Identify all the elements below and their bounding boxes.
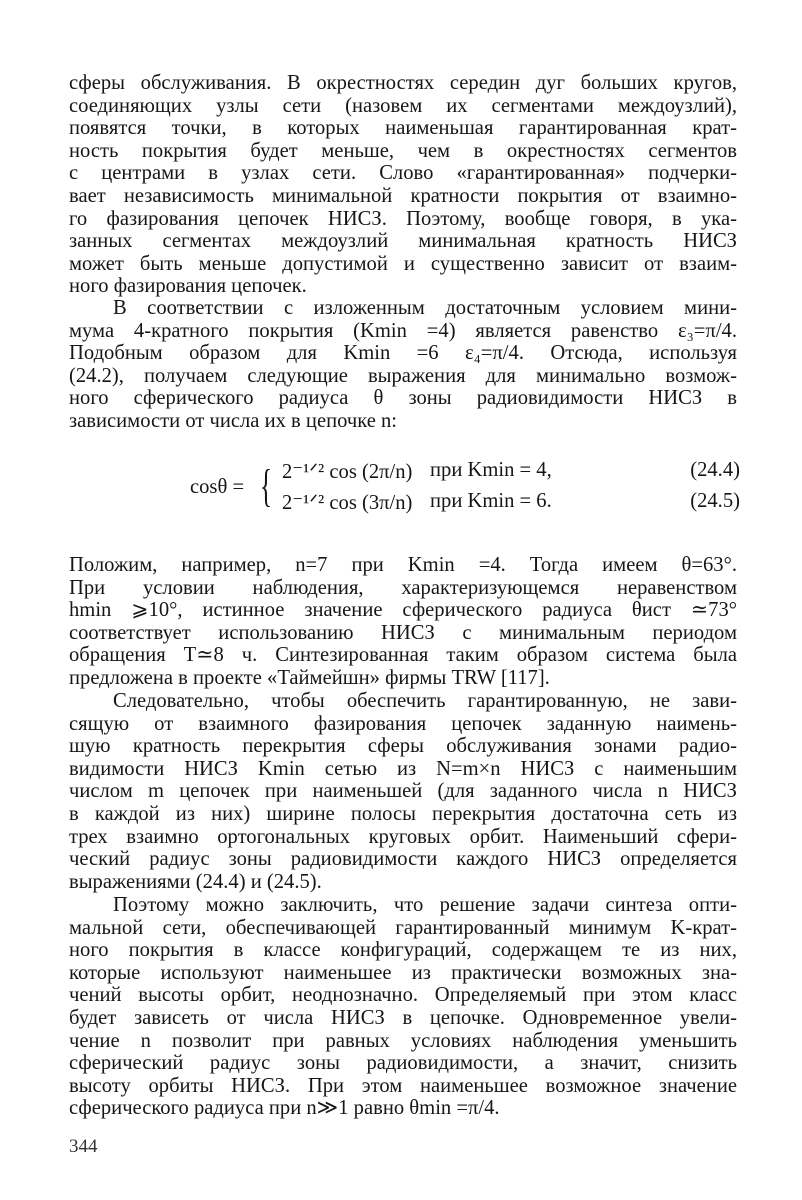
text-line: ного фазирования цепочек. — [69, 275, 307, 298]
text-line: чение n позволит при равных условиях наблюдения уменьшить — [69, 1029, 737, 1052]
text-line: соответствует использованию НИСЗ с минимальным периодом — [69, 621, 737, 644]
formula-lhs: cosθ = — [190, 476, 245, 498]
text-line: Следовательно, чтобы обеспечить гарантированную, не зави- — [113, 690, 737, 712]
text-line: Положим, например, n=7 при Kmin =4. Тогда имеем θ=63°. — [69, 554, 737, 576]
text-line: видимости НИСЗ Kmin сетью из N=m×n НИСЗ с наименьшим — [69, 757, 737, 780]
text-line: в каждой из них) ширине полосы перекрытия достаточна сеть из — [69, 802, 737, 825]
text-line: сферического радиуса при n≫1 равно θmin =π/4. — [69, 1097, 500, 1120]
formula-condition: при Kmin = 6. — [430, 490, 552, 512]
text-line: (24.2), получаем следующие выражения для минимально возмож- — [69, 364, 737, 387]
text-line: занных сегментах междоузлий минимальная кратность НИСЗ — [69, 230, 737, 253]
text-line: го фазирования цепочек НИСЗ. Поэтому, вообще говоря, в ука- — [69, 207, 737, 230]
text-line: шую кратность перекрытия сферы обслуживания зонами радио- — [69, 735, 737, 758]
text-line: ность покрытия будет меньше, чем в окрестностях сегментов — [69, 139, 737, 162]
equation-number: (24.5) — [690, 490, 740, 512]
text-line: мума 4-кратного покрытия (Kmin =4) является равенство ε₃=π/4. — [69, 319, 737, 342]
text-line: Поэтому можно заключить, что решение задачи синтеза опти- — [113, 894, 737, 916]
text-line: сферы обслуживания. В окрестностях середин дуг больших кругов, — [69, 72, 737, 94]
equation-number: (24.4) — [690, 459, 740, 481]
text-line: Подобным образом для Kmin =6 ε₄=π/4. Отсюда, используя — [69, 342, 737, 365]
formula-block — [186, 450, 746, 526]
text-line: высоту орбиты НИСЗ. При этом наименьшее возможное значение — [69, 1074, 737, 1097]
text-line: ного покрытия в классе конфигураций, содержащем те из них, — [69, 939, 737, 962]
formula-expression: 2⁻¹ᐟ² cos (3π/n) — [282, 492, 413, 514]
text-line: hmin ⩾10°, истинное значение сферического радиуса θист ≃73° — [69, 599, 737, 622]
text-line: которые используют наименьшее из практически возможных зна- — [69, 961, 737, 984]
text-line: с центрами в узлах сети. Слово «гарантированная» подчерки- — [69, 162, 737, 185]
text-line: сящую от взаимного фазирования цепочек заданную наимень- — [69, 712, 737, 735]
text-line: числом m цепочек при наименьшей (для заданного числа n НИСЗ — [69, 780, 737, 803]
text-line: выражениями (24.4) и (24.5). — [69, 870, 322, 893]
paragraph — [69, 894, 737, 1120]
paragraph — [69, 690, 737, 893]
text-line: появятся точки, в которых наименьшая гарантированная крат- — [69, 117, 737, 140]
text-line: вает независимость минимальной кратности покрытия от взаимно- — [69, 184, 737, 207]
text-line: В соответствии с изложенным достаточным условием мини- — [113, 297, 737, 319]
formula-condition: при Kmin = 4, — [430, 459, 552, 481]
text-line: мальной сети, обеспечивающей гарантированный минимум K-крат- — [69, 916, 737, 939]
paragraph — [69, 72, 737, 298]
formula-expression: 2⁻¹ᐟ² cos (2π/n) — [282, 461, 413, 483]
text-line: трех взаимно ортогональных круговых орбит. Наименьший сфери- — [69, 825, 737, 848]
paragraph — [69, 297, 737, 433]
text-line: предложена в проекте «Таймейшн» фирмы TRW [117]. — [69, 666, 550, 689]
text-line: будет зависеть от числа НИСЗ в цепочке. Одновременное увели- — [69, 1006, 737, 1029]
text-line: соединяющих узлы сети (назовем их сегментами междоузлий), — [69, 94, 737, 117]
formula-brace: { — [260, 460, 273, 511]
text-line: чений высоты орбит, неоднозначно. Определяемый при этом класс — [69, 984, 737, 1007]
text-line: При условии наблюдения, характеризующемся неравенством — [69, 576, 737, 599]
text-line: сферический радиус зоны радиовидимости, а значит, снизить — [69, 1052, 737, 1075]
text-line: может быть меньше допустимой и существенно зависит от взаим- — [69, 252, 737, 275]
page-number: 344 — [69, 1136, 98, 1157]
paragraph — [69, 554, 737, 690]
text-line: ного сферического радиуса θ зоны радиовидимости НИСЗ в — [69, 387, 737, 410]
text-line: ческий радиус зоны радиовидимости каждого НИСЗ определяется — [69, 848, 737, 871]
text-line: обращения T≃8 ч. Синтезированная таким образом система была — [69, 644, 737, 667]
text-line: зависимости от числа их в цепочке n: — [69, 409, 398, 432]
